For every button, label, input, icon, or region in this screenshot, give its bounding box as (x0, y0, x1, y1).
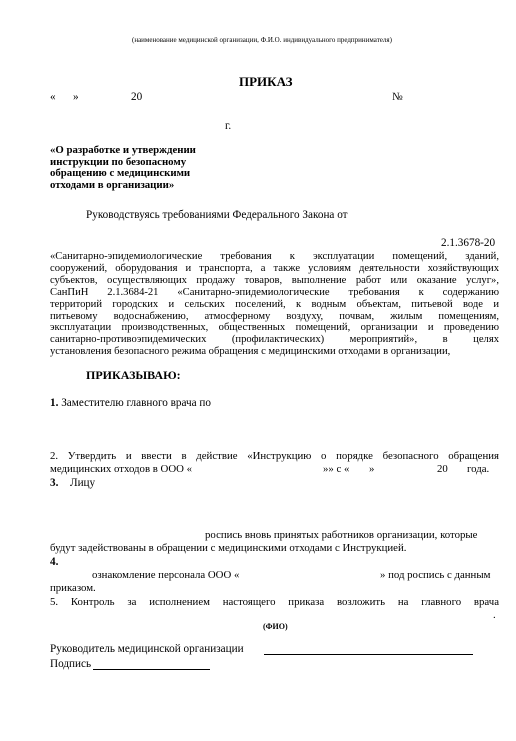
item-5-dot: . (493, 609, 496, 621)
preamble-line: эксплуатации производственных, общественных помещений, организации и проведению (50, 322, 499, 334)
date-open-quote: « (50, 91, 56, 103)
item-2-line: 2. Утвердить и ввести в действие «Инструкцию о порядке безопасного обращения (50, 450, 499, 462)
order-word: ПРИКАЗЫВАЮ: (86, 368, 181, 382)
city-abbrev: г. (225, 120, 232, 132)
order-subject (50, 145, 196, 191)
preamble-line: СанПиН 2.1.3684-21 «Санитарно-эпидемиологические требования к содержанию (50, 286, 499, 298)
item-4-text: » под роспись с данным (380, 569, 491, 581)
item-3-number: 3. (50, 477, 59, 489)
fio-caption: (ФИО) (263, 622, 288, 631)
preamble-line: сооружений, оборудования и транспорта, а также условиям деятельности хозяйствующих (50, 262, 499, 274)
item-2-line2-start: медицинских отходов в ООО « (50, 463, 193, 475)
item-4-number: 4. (50, 556, 59, 568)
preamble-first-line: Руководствуясь требованиями Федерального Закона от (86, 209, 348, 221)
preamble-body (50, 251, 499, 358)
item-4-text: ознакомление персонала ООО « (92, 569, 240, 581)
year-prefix: 20 (131, 91, 143, 103)
preamble-line: установления безопасного режима обращения с медицинскими отходами в организации, (50, 346, 451, 358)
item-3-continuation: будут задействованы в обращении с медицинскими отходами с Инструкцией. (50, 542, 407, 554)
page-title: ПРИКАЗ (239, 74, 293, 89)
header-caption: (наименование медицинской организации, Ф.И.О. индивидуального предпринимателя) (132, 36, 392, 44)
item-2 (50, 450, 499, 463)
date-close-quote: » (73, 91, 79, 103)
item-1 (50, 397, 211, 410)
subject-line: обращению с медицинскими (50, 167, 191, 179)
item-2-line2-end: года. (467, 463, 490, 475)
item-5 (50, 596, 499, 609)
sign-label: Подпись (50, 658, 92, 670)
item-4-text: приказом. (50, 582, 96, 594)
subject-line: «О разработке и утверждении (50, 144, 196, 156)
preamble-line: «Санитарно-эпидемиологические требования к эксплуатации помещений, зданий, (50, 251, 499, 262)
item-2-line2-quote: » (369, 463, 375, 475)
preamble-line: территорий городских и сельских поселений, к водным объектам, питьевой воде и (50, 298, 499, 310)
item-1-text: Заместителю главного врача по (61, 397, 212, 409)
head-signature-line (264, 654, 473, 655)
signature-line (93, 669, 210, 670)
subject-line: отходами в организации» (50, 178, 175, 191)
number-sign: № (392, 91, 403, 103)
item-3 (50, 477, 95, 490)
item-2-line2-year: 20 (437, 463, 448, 475)
sanpin-number: 2.1.3678-20 (441, 237, 496, 249)
item-2-line2-date: »» с « (323, 463, 350, 475)
subject-line: инструкции по безопасному (50, 155, 187, 168)
preamble-line: санитарно-противоэпидемических (профилактических) мероприятий», в целях (50, 334, 499, 346)
preamble-line: питьевому водоснабжению, атмосферному воздуху, почвам, жилым помещениям, (50, 310, 499, 322)
preamble-line: субъектов, осуществляющих продажу товаров, выполнение работ или оказание услуг», (50, 274, 499, 286)
item-3-continuation: роспись вновь принятых работников организации, которые (205, 529, 478, 541)
item-1-number: 1. (50, 397, 59, 409)
item-3-text: Лицу (69, 477, 96, 489)
item-5-line: 5. Контроль за исполнением настоящего приказа возложить на главного врача (50, 596, 499, 608)
head-label: Руководитель медицинской организации (50, 643, 244, 655)
